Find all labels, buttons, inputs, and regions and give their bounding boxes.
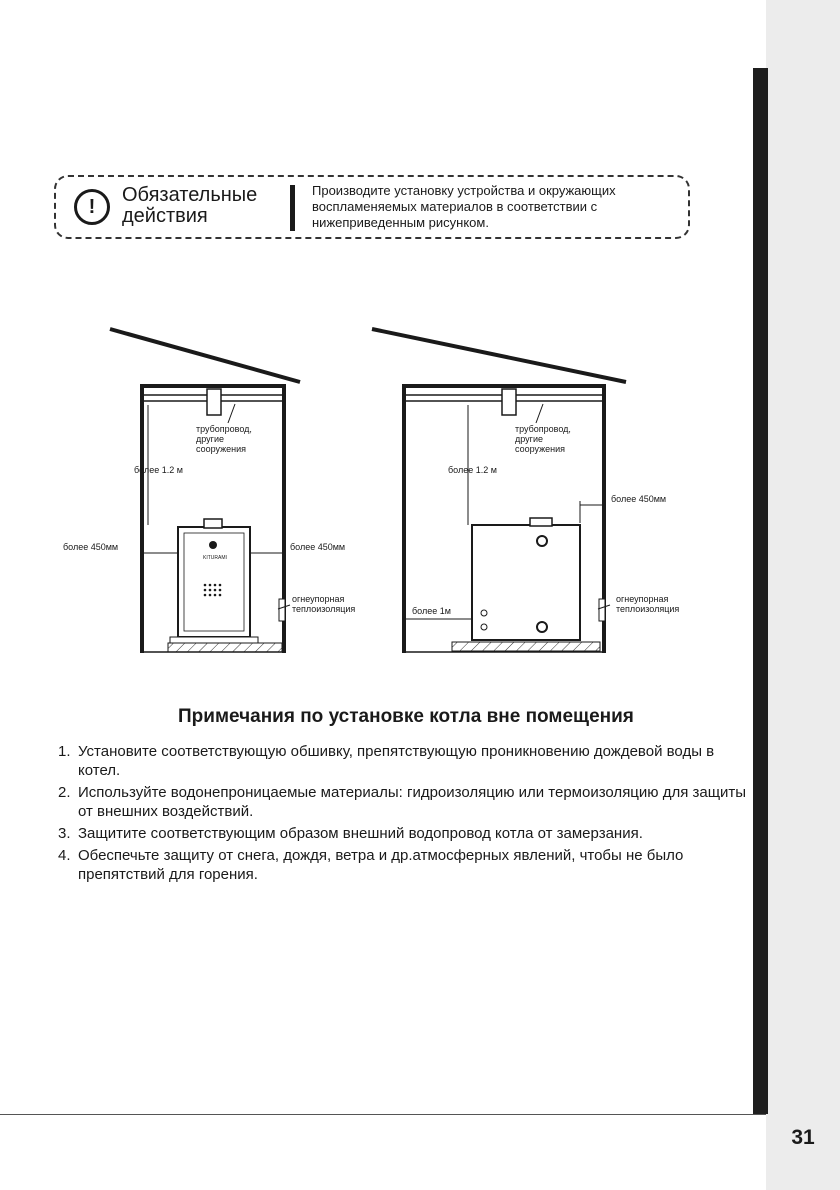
ceiling <box>140 384 286 388</box>
notice-text: Производите установку устройства и окружающих воспламеняемых материалов в соответствии с нижеприведенным рисунком. <box>312 183 616 230</box>
list-item <box>58 824 748 843</box>
chimney <box>502 389 516 415</box>
boiler-flue <box>530 518 552 526</box>
pipe-label: трубопровод, другие сооружения <box>515 424 571 454</box>
boiler-body <box>472 525 580 640</box>
top-fitting <box>537 536 547 546</box>
bottom-fitting <box>537 622 547 632</box>
wall-left <box>402 387 406 653</box>
side-gap-label: более 450мм <box>611 494 667 504</box>
fire-insulation <box>279 599 285 621</box>
notice-title: Обязательные действия <box>122 184 258 227</box>
notes-list <box>58 742 748 887</box>
wall-left <box>140 387 144 653</box>
list-item-number: 2. <box>58 784 71 801</box>
list-item <box>58 742 748 780</box>
chimney <box>207 389 221 415</box>
height-label: более 1.2 м <box>448 465 497 475</box>
list-item-text: Защитите соответствующим образом внешний водопровод котла от замерзания. <box>78 825 643 842</box>
roof-line <box>372 329 626 382</box>
insulation-label: огнеупорная теплоизоляция <box>292 594 356 614</box>
ground-hatch <box>168 643 282 652</box>
fire-insulation <box>599 599 605 621</box>
footer-divider <box>0 1114 766 1115</box>
page-side-strip <box>766 0 840 1190</box>
front-gap-label: более 1м <box>412 606 451 616</box>
height-label: более 1.2 м <box>134 465 183 475</box>
exclamation-icon: ! <box>74 189 110 225</box>
pipe-leader <box>228 404 235 423</box>
diagram-left <box>63 329 355 653</box>
pipe-label: трубопровод, другие сооружения <box>196 424 252 454</box>
mandatory-actions-notice <box>54 175 690 239</box>
diagram-right <box>372 329 679 653</box>
brand-logo <box>209 541 217 549</box>
page-number: 31 <box>791 1126 815 1149</box>
left-gap-label: более 450мм <box>63 542 119 552</box>
list-item-number: 4. <box>58 847 71 864</box>
page-side-bar <box>753 68 768 1114</box>
list-item-number: 1. <box>58 743 71 760</box>
list-item-number: 3. <box>58 825 71 842</box>
list-item-text: Используйте водонепроницаемые материалы: гидроизоляцию или термоизоляцию для защиты от внешних воздействий. <box>78 784 747 820</box>
list-item <box>58 783 748 821</box>
ground-hatch <box>452 642 600 651</box>
pipe-leader <box>536 404 543 423</box>
right-gap-label: более 450мм <box>290 542 346 552</box>
brand-label: KITURAMI <box>203 555 227 561</box>
installation-clearance-diagram <box>60 315 705 660</box>
base-pad <box>170 637 258 643</box>
notes-title: Примечания по установке котла вне помещения <box>178 706 634 727</box>
ceiling <box>402 384 606 388</box>
port <box>481 624 487 630</box>
roof-line <box>110 329 300 382</box>
notice-divider <box>290 185 295 231</box>
list-item <box>58 846 748 884</box>
insulation-label: огнеупорная теплоизоляция <box>616 594 680 614</box>
list-item-text: Установите соответствующую обшивку, препятствующую проникновению дождевой воды в котел. <box>78 743 715 779</box>
boiler-flue <box>204 519 222 528</box>
list-item-text: Обеспечьте защиту от снега, дождя, ветра и др.атмосферных явлений, чтобы не было препятствий для горения. <box>78 847 684 883</box>
port <box>481 610 487 616</box>
